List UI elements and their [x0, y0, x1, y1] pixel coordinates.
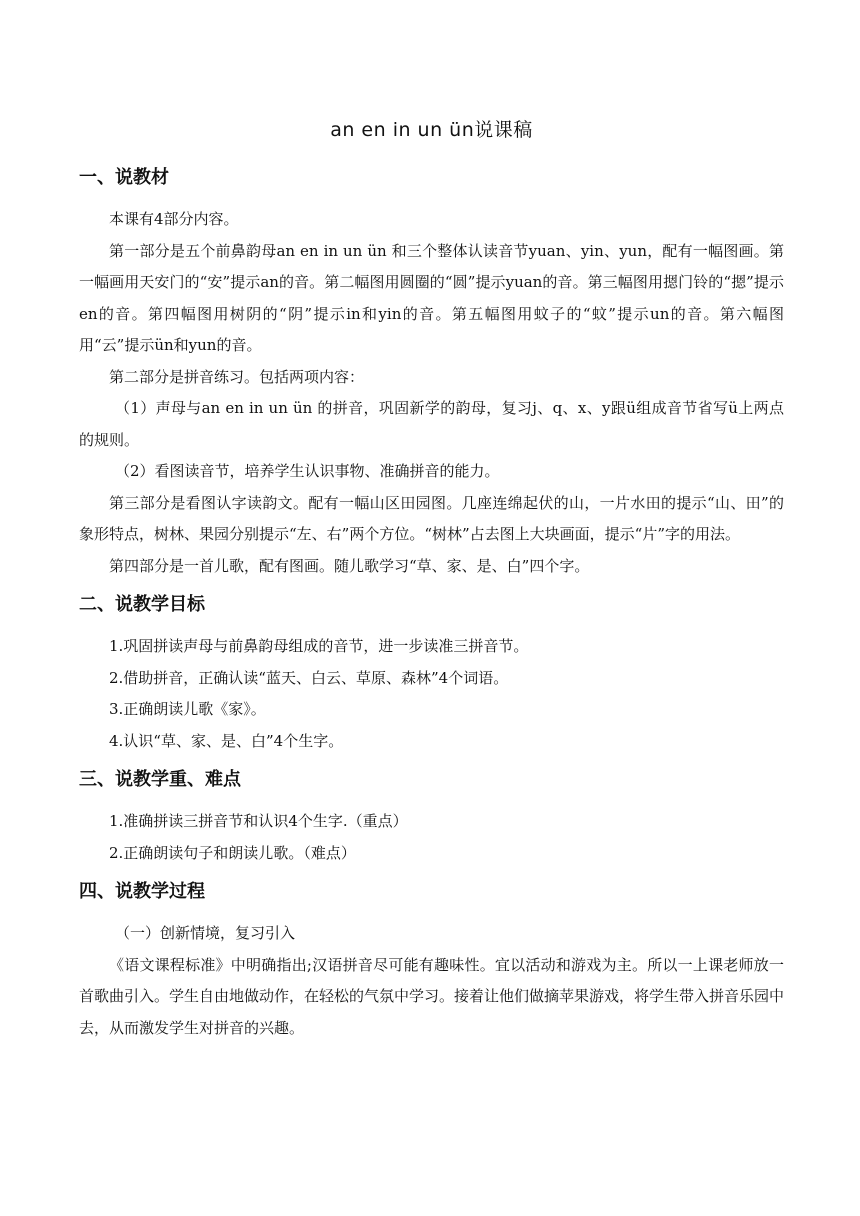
paragraph: 4.认识“草、家、是、白”4个生字。	[109, 731, 344, 750]
section-heading: 一、说教材	[79, 167, 169, 188]
paragraph: （一）创新情境，复习引入	[115, 924, 296, 942]
section-heading: 二、说教学目标	[79, 594, 205, 615]
paragraph: 2.借助拼音，正确认读“蓝天、白云、草原、森林”4个词语。	[109, 668, 509, 687]
section-heading: 三、说教学重、难点	[79, 769, 241, 790]
paragraph: 《语文课程标准》中明确指出;汉语拼音尽可能有趣味性。宜以活动和游戏为主。所以一上课老师放一首歌曲引入。学生自由地做动作，在轻松的气氛中学习。接着让他们做摘苹果游戏，将学生带入拼音乐园中去，从而激发学生对拼音的兴趣。	[79, 955, 785, 1037]
paragraph: 2.正确朗读句子和朗读儿歌。（难点）	[109, 843, 356, 862]
paragraph: （2）看图读音节，培养学生认识事物、准确拼音的能力。	[115, 462, 500, 480]
paragraph: 3.正确朗读儿歌《家》。	[109, 700, 266, 718]
document-title: an en in un ün说课稿	[330, 119, 533, 141]
paragraph: 第四部分是一首儿歌，配有图画。随儿歌学习“草、家、是、白”四个字。	[109, 556, 590, 575]
paragraph: 第二部分是拼音练习。包括两项内容：	[109, 367, 365, 386]
paragraph: 1.准确拼读三拼音节和认识4个生字.（重点）	[109, 812, 408, 830]
paragraph: 第三部分是看图认字读韵文。配有一幅山区田园图。几座连绵起伏的山，一片水田的提示“山、田”的象形特点，树林、果园分别提示“左、右”两个方位。“树林”占去图上大块画面，提示“片”字的用法。	[79, 493, 784, 543]
paragraph: 1.巩固拼读声母与前鼻韵母组成的音节，进一步读准三拼音节。	[109, 637, 529, 655]
paragraph: 本课有4部分内容。	[109, 210, 239, 228]
paragraph: （1）声母与an en in un ün 的拼音，巩固新学的韵母，复习j、q、x、y跟ü组成音节省写ü上两点的规则。	[79, 399, 784, 449]
paragraph: 第一部分是五个前鼻韵母an en in un ün 和三个整体认读音节yuan、yin、yun，配有一幅图画。第一幅画用天安门的“安”提示an的音。第二幅图用圆圈的“圆”提示yuan的音。第三幅图用摁门铃的“摁”提示en的音。第四幅图用树阴的“阴”提示in和yin的音。第五幅图用蚊子的“蚊”提示un的音。第六幅图用“云”提示ün和yun的音。	[79, 241, 784, 354]
section-heading: 四、说教学过程	[79, 881, 205, 902]
